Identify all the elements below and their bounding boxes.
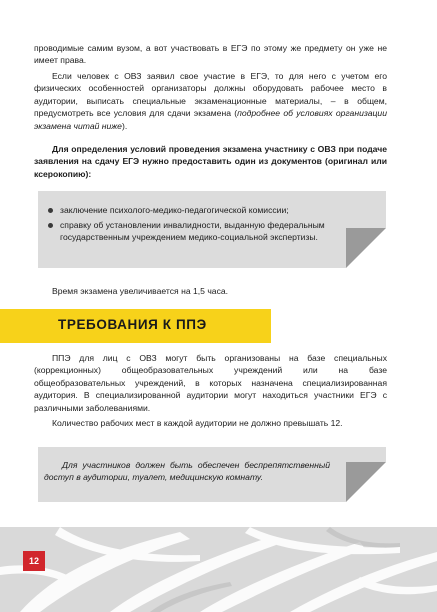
documents-list [50,205,350,247]
list-item-text: заключение психолого-медико-педагогической комиссии; [60,205,289,215]
access-note-fold [346,462,386,502]
documents-question: Для определения условий проведения экзамена участнику с ОВЗ при подаче заявления на сдачу ЕГЭ нужно предоставить один из документов (оригинал или ксерокопию): [34,144,387,179]
intro-paragraph: проводимые самим вузом, а вот участвовать в ЕГЭ по этому же предмету он уже не имеет права. [34,43,387,66]
ppe-organization-paragraph: ППЭ для лиц с ОВЗ могут быть организованы на базе специальных (коррекционных) общеобразовательных учреждений или на базе общеобразовательных учреждений, в которых назначена специализированная аудитория. В специализированной аудитории могут находиться участники ЕГЭ с различными заболеваниями. [34,353,387,413]
conditions-text-end: ). [121,120,128,131]
list-item-text: справку об установлении инвалидности, выданную федеральным государственным учреждением медико-социальной экспертизы. [60,220,325,242]
bullet-icon [48,223,53,228]
footer-decoration [0,527,437,612]
page-number: 12 [23,551,45,571]
list-item [50,220,350,243]
section-title: ТРЕБОВАНИЯ К ППЭ [58,317,207,332]
access-note-text: Для участников должен быть обеспечен беспрепятственный доступ в аудитории, туалет, медицинскую комнату. [44,460,330,482]
brush-texture-icon [0,527,437,612]
list-item [50,205,350,216]
conditions-italic-note: подробнее об условиях организации экзамена читай ниже [34,108,387,131]
documents-box-fold [346,228,386,268]
conditions-paragraph [34,70,387,132]
conditions-text: Если человек с ОВЗ заявил свое участие в ЕГЭ, то для него с учетом его физических особенностей организаторы должны оборудовать рабочее место в аудитории, выписать специальные экзаменационные материалы, – в общем, предусмотреть все условия для сдачи экзамена ( [34,71,387,119]
ppe-seats-paragraph: Количество рабочих мест в каждой аудитории не должно превышать 12. [52,418,343,428]
bullet-icon [48,208,53,213]
exam-time-note: Время экзамена увеличивается на 1,5 часа. [52,286,229,296]
